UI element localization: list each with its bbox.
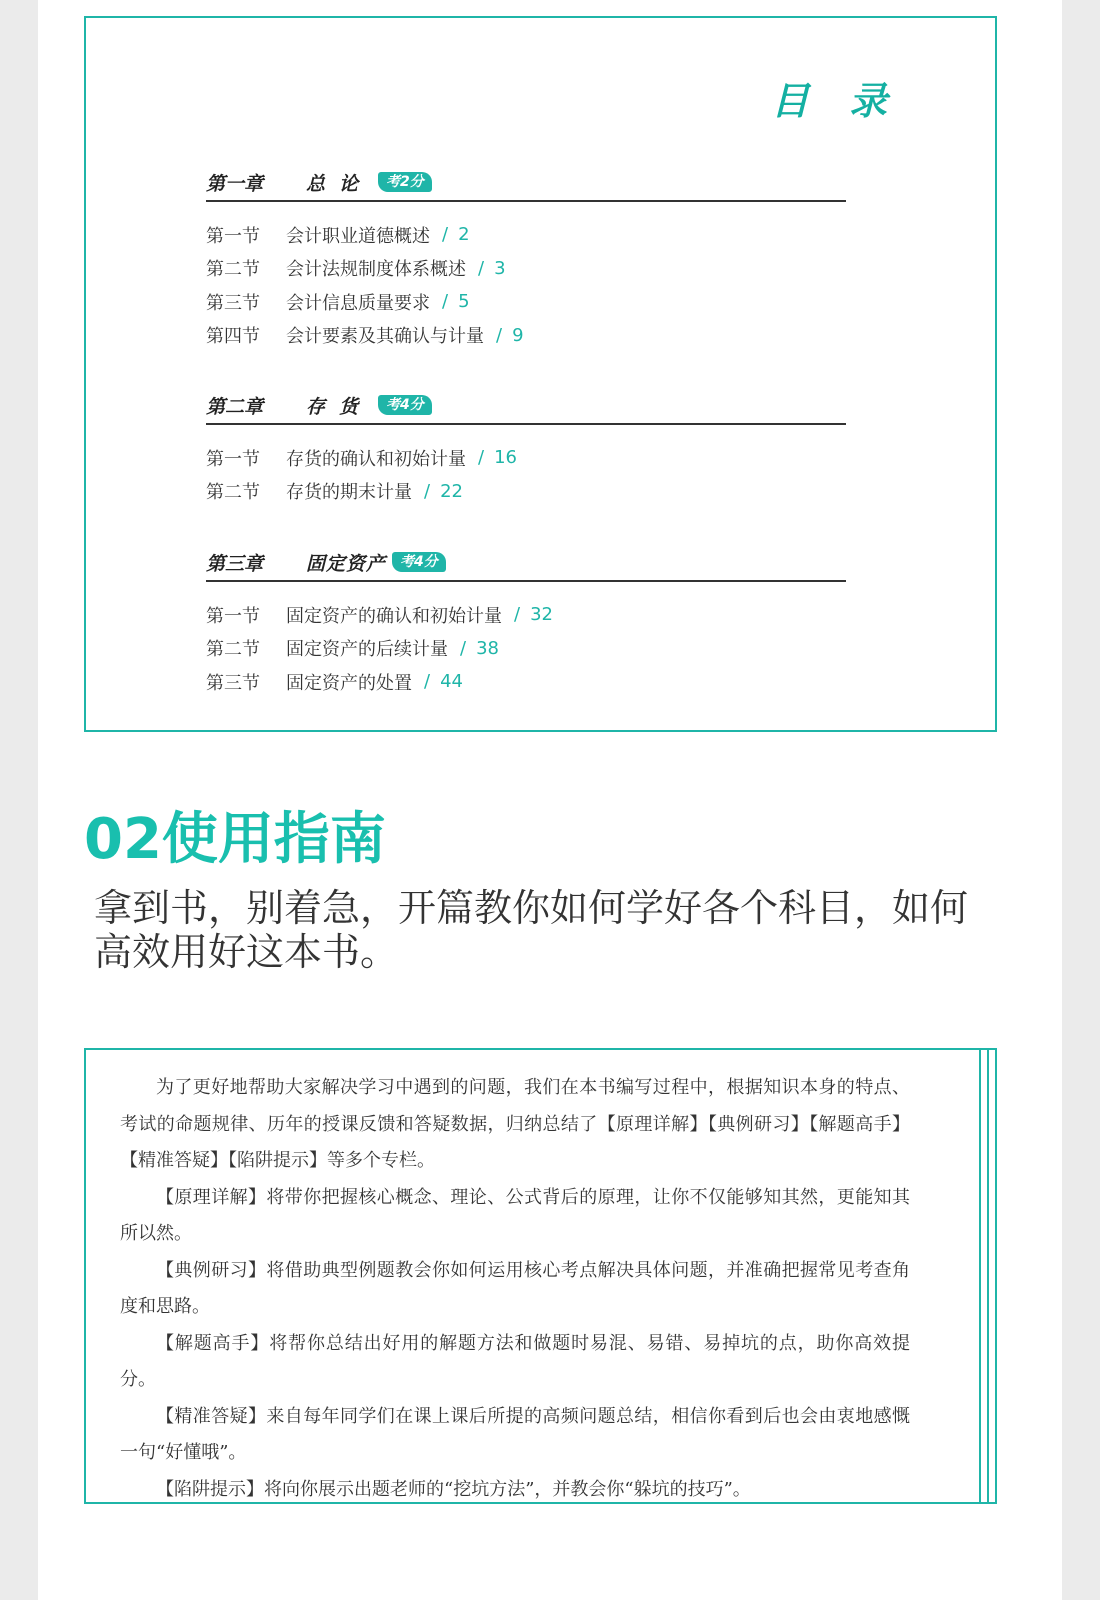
slash-separator: / [460, 637, 467, 659]
chapter-heading [206, 548, 846, 582]
score-badge: 考4分 [392, 552, 446, 572]
intro-paragraph: 为了更好地帮助大家解决学习中遇到的问题，我们在本书编写过程中，根据知识本身的特点、考试的命题规律、历年的授课反馈和答疑数据，归纳总结了【原理详解】【典例研习】【解题高手】【精准答疑】【陷阱提示】等多个专栏。 [120, 1077, 910, 1171]
section-page: 9 [512, 324, 524, 346]
intro-paragraph: 【典例研习】将借助典型例题教会你如何运用核心考点解决具体问题，并准确把握常见考查角度和思路。 [120, 1259, 910, 1317]
section-number: 第一节 [206, 448, 260, 470]
section-page: 2 [458, 224, 470, 246]
slash-separator: / [478, 257, 485, 279]
section-item[interactable] [206, 285, 846, 319]
slash-separator: / [496, 324, 503, 346]
score-badge: 考2分 [378, 172, 432, 192]
decorative-rule [979, 1050, 981, 1502]
intro-paragraph: 【原理详解】将带你把握核心概念、理论、公式背后的原理，让你不仅能够知其然，更能知其所以然。 [120, 1186, 910, 1244]
section-item[interactable] [206, 441, 846, 475]
chapter-heading [206, 391, 846, 425]
section-item[interactable] [206, 475, 846, 509]
score-badge: 考4分 [378, 395, 432, 415]
section-title: 会计职业道德概述 [286, 225, 430, 247]
guide-subtitle: 拿到书，别着急，开篇教你如何学好各个科目，如何高效用好这本书。 [94, 886, 969, 974]
chapter-name: 存货 [306, 395, 373, 418]
section-number: 第二节 [206, 639, 260, 661]
slash-separator: / [424, 671, 431, 693]
chapter-3 [206, 548, 846, 699]
section-number: 第四节 [206, 326, 260, 348]
section-page: 32 [530, 604, 553, 626]
section-item[interactable] [206, 218, 846, 252]
chapter-name: 固定资产 [306, 552, 387, 575]
section-list [206, 598, 846, 699]
section-item[interactable] [206, 252, 846, 286]
intro-paragraph: 【解题高手】将帮你总结出好用的解题方法和做题时易混、易错、易掉坑的点，助你高效提分。 [120, 1332, 910, 1390]
slash-separator: / [442, 224, 449, 246]
section-list [206, 441, 846, 508]
chapter-number: 第三章 [206, 552, 264, 575]
section-page: 44 [440, 671, 463, 693]
section-page: 16 [494, 447, 517, 469]
section-item[interactable] [206, 319, 846, 353]
section-number: 第三节 [206, 672, 260, 694]
intro-paragraph: 【精准答疑】来自每年同学们在课上课后所提的高频问题总结，相信你看到后也会由衷地感慨一句“好懂哦”。 [120, 1405, 910, 1463]
page [38, 0, 1062, 1600]
chapter-heading [206, 168, 846, 202]
section-number: 第二节 [206, 482, 260, 504]
section-title: 存货的确认和初始计量 [286, 448, 466, 470]
decorative-rule [987, 1050, 989, 1502]
section-page: 38 [476, 637, 499, 659]
section-item[interactable] [206, 598, 846, 632]
section-title: 会计要素及其确认与计量 [286, 326, 484, 348]
chapter-number: 第二章 [206, 395, 264, 418]
section-list [206, 218, 846, 352]
slash-separator: / [514, 604, 521, 626]
slash-separator: / [424, 480, 431, 502]
slash-separator: / [478, 447, 485, 469]
section-number: 第三节 [206, 292, 260, 314]
section-page: 22 [440, 480, 463, 502]
intro-text [120, 1070, 910, 1508]
section-number: 第一节 [206, 225, 260, 247]
intro-panel [84, 1048, 997, 1504]
section-title: 会计法规制度体系概述 [286, 259, 466, 281]
toc-title: 目录 [770, 79, 927, 123]
section-page: 3 [494, 257, 506, 279]
chapter-number: 第一章 [206, 172, 264, 195]
section-title: 会计信息质量要求 [286, 292, 430, 314]
table-of-contents [84, 16, 997, 732]
guide-title: 02使用指南 [84, 807, 386, 872]
section-number: 第一节 [206, 605, 260, 627]
chapter-2 [206, 391, 846, 508]
section-title: 固定资产的后续计量 [286, 639, 448, 661]
section-item[interactable] [206, 632, 846, 666]
intro-paragraph: 【陷阱提示】将向你展示出题老师的“挖坑方法”，并教会你“躲坑的技巧”。 [156, 1478, 751, 1500]
chapter-1 [206, 168, 846, 352]
section-title: 存货的期末计量 [286, 482, 412, 504]
section-title: 固定资产的处置 [286, 672, 412, 694]
section-page: 5 [458, 291, 470, 313]
section-item[interactable] [206, 665, 846, 699]
section-number: 第二节 [206, 259, 260, 281]
slash-separator: / [442, 291, 449, 313]
chapter-name: 总论 [306, 172, 373, 195]
section-title: 固定资产的确认和初始计量 [286, 605, 502, 627]
